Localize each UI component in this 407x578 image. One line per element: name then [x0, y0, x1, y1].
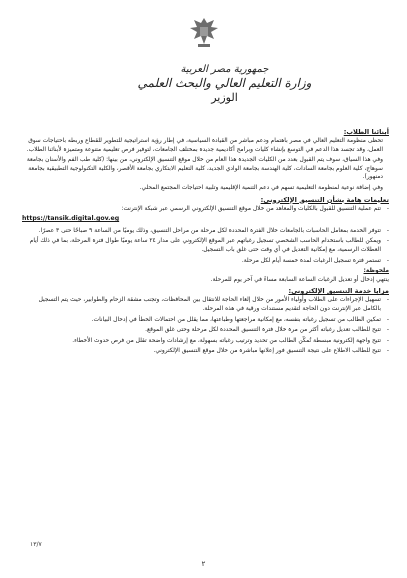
- country-name: جمهورية مصر العربية: [180, 64, 269, 75]
- advantage-item: - تتيح للطالب تعديل رغباته أكثر من مرة خلال فترة التنسيق المحددة لكل مرحلة وحتى غلق الموقع.: [22, 326, 389, 335]
- minister-title: الوزير: [211, 91, 238, 104]
- handwritten-reference: ١٣/٧: [30, 541, 42, 548]
- tansik-link[interactable]: https://tansik.digital.gov.eg: [22, 215, 120, 223]
- instruction-item: - ويمكن للطالب باستخدام الحاسب الشخصي تسجيل رغباتهم عبر الموقع الإلكتروني على مدار ٢٤ ساعة يوميًا طوال فترة المرحلة، بما في ذلك أيام العطلات الرسمية، مع إمكانية التعديل في أي وقت حتى غلق باب التسجيل.: [22, 237, 389, 254]
- section-heading-students: أبنائنا الطلاب:: [343, 128, 389, 136]
- section-heading-instructions: تعليمات هامة بشأن التنسيق الإلكتروني:: [260, 195, 389, 204]
- new-colleges-paragraph: وفي هذا السياق، سوف يتم القبول بعدد من الكليات الجديدة هذا العام من خلال موقع التنسيق الإلكتروني، من بينها: (كلية طب الفم والأسنان بجامعة سوهاج، كلية العلوم بجامعة السادات، كلية الهندسة بجامعة الوادي الجديد، كلية التعليم الابتكاري بجامعة الأقصر، والكلية التكنولوجية التطبيقية بجامعة دمنهور).: [26, 157, 383, 181]
- intro-paragraph: تحظى منظومة التعليم العالي في مصر باهتمام ودعم مباشر من القيادة السياسية، في إطار رؤية استراتيجية للتطوير للقطاع وربطه باحتياجات سوق العمل، وقد تجسد هذا الدعم في التوسع بإنشاء كليات وبرامج أكاديمية جديدة بمختلف الجامعات، لتوفير فرص تعليمية متنوعة ومتميزة لأبنائنا الطلاب.: [26, 138, 383, 153]
- note-title: ملحوظة:: [363, 268, 389, 275]
- ministry-name: وزارة التعليم العالي والبحث العلمي: [137, 76, 312, 90]
- advantage-item: - تسهيل الإجراءات على الطلاب وأولياء الأمور من خلال إلغاء الحاجة للانتقال بين المحافظات، وتجنب مشقة الزحام والطوابير، حيث يتم التسجيل بالكامل عبر الإنترنت دون الحاجة لتقديم مستندات ورقية في هذه المرحلة.: [22, 296, 389, 313]
- development-paragraph: وفي إضافة نوعية لمنظومة التعليمية تسهم في دعم التنمية الإقليمية وتلبية احتياجات المجتمع المحلي.: [139, 184, 383, 191]
- note-text: ينتهي إدخال أو تعديل الرغبات الساعة السابعة مساءً في آخر يوم للمرحلة.: [210, 276, 389, 283]
- document-body: [22, 126, 389, 358]
- section-heading-advantages: مزايا خدمة التنسيق الإلكتروني:: [288, 287, 389, 296]
- instruction-item: - تتوفر الخدمة بمعامل الحاسبات بالجامعات خلال الفترة المحددة لكل مرحلة من مراحل التنسيق، وذلك يوميًا من الساعة ٩ صباحًا حتى ٣ عصرًا.: [22, 227, 389, 236]
- instruction-item: - تتم عملية التنسيق للقبول بالكليات والمعاهد من خلال موقع التنسيق الإلكتروني الرسمي عبر شبكة الإنترنت:: [22, 205, 389, 214]
- advantage-item: - تمكين الطالب من تسجيل رغباته بنفسه، مع إمكانية مراجعتها وطباعتها، مما يقلل من احتمالات الخطأ في إدخال البيانات.: [22, 316, 389, 325]
- advantage-item: - تتيح واجهة إلكترونية مبسطة تُمكّن الطالب من تحديد وترتيب رغباته بسهولة، مع إرشادات واضحة تقلل من فرص حدوث الأخطاء.: [22, 337, 389, 346]
- ministry-header: [137, 64, 312, 105]
- advantage-item: - تتيح للطالب الاطلاع على نتيجة التنسيق فور إعلانها مباشرة من خلال موقع التنسيق الإلكتروني.: [22, 347, 389, 356]
- instruction-item: - تستمر فترة تسجيل الرغبات لمدة خمسة أيام لكل مرحلة.: [22, 257, 389, 266]
- eagle-emblem-icon: [184, 12, 224, 52]
- page-number: ٢: [201, 560, 206, 568]
